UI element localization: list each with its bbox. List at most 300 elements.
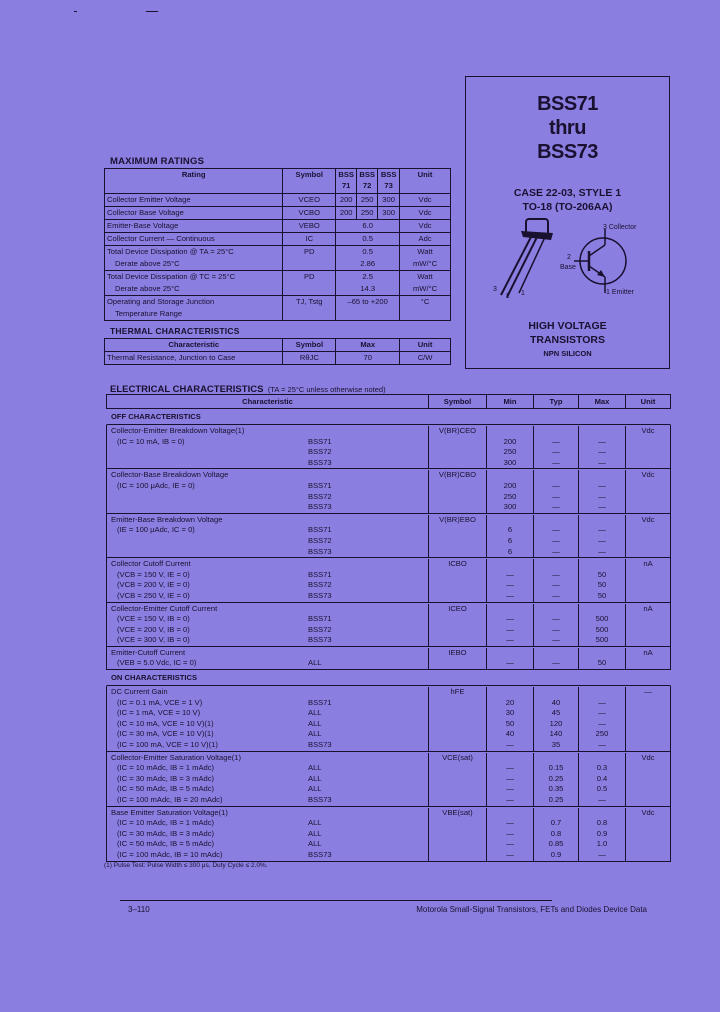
max [578,515,625,526]
device: BSS73 [308,502,332,512]
rating-sub: Derate above 25°C [115,284,180,293]
max: — [578,708,625,719]
collector-pin-label: 3 Collector [603,224,637,231]
section-header: OFF CHARACTERISTICS [106,409,671,425]
table-row [107,818,670,829]
table-row [107,774,670,785]
unit: mW/°C [412,259,438,268]
device: BSS71 [308,569,332,579]
min: — [486,795,533,806]
unit [625,784,670,795]
table-row [105,296,451,321]
typ: 40 [533,698,578,709]
table-row [107,458,670,469]
unit [625,729,670,740]
col-typ: Typ [533,395,578,408]
footer-source: Motorola Small-Signal Transistors, FETs and Diodes Device Data [416,905,647,914]
symbol [428,437,486,448]
table-row [107,481,670,492]
min: 200 [486,437,533,448]
device: BSS73 [308,457,332,467]
symbol [428,829,486,840]
value: 0.5 [336,233,400,246]
table-row [107,635,670,646]
characteristic-group [107,558,670,602]
min: — [486,635,533,646]
typ: — [533,580,578,591]
device: ALL [308,708,322,718]
unit [625,795,670,806]
unit: Vdc [625,470,670,481]
footer-divider [120,900,552,901]
table-row [107,536,670,547]
min: — [486,625,533,636]
col-characteristic: Characteristic [242,397,293,406]
col-max: Max [578,395,625,408]
unit [625,740,670,751]
condition: (IC = 50 mAdc, IB = 5 mAdc) [117,839,215,849]
typ: 35 [533,740,578,751]
unit: — [625,687,670,698]
value: 14.3 [360,284,376,293]
symbol [428,570,486,581]
value: 0.5 [362,247,373,256]
unit: nA [625,604,670,615]
col-characteristic: Characteristic [105,339,283,352]
max: — [578,795,625,806]
device: BSS72 [308,580,332,590]
condition [107,547,308,558]
symbol [428,536,486,547]
max: 50 [578,591,625,602]
max-ratings-table [104,168,451,321]
rating: Collector Current — Continuous [105,233,283,246]
device: ALL [308,763,322,773]
unit: Vdc [400,220,451,233]
symbol: PD [283,246,336,271]
min: — [486,784,533,795]
unit: °C [400,296,451,321]
symbol [428,625,486,636]
electrical-characteristics-table [106,394,671,862]
device: BSS71 [308,436,332,446]
unit [625,536,670,547]
device: ALL [308,729,322,739]
col-symbol: Symbol [283,169,336,194]
table-row [107,492,670,503]
condition: (IE = 100 μAdc, IC = 0) [117,525,195,535]
symbol: VEBO [283,220,336,233]
symbol [428,658,486,669]
typ [533,687,578,698]
condition: (IC = 30 mAdc, IB = 3 mAdc) [117,773,215,783]
condition: (VCE = 150 V, IB = 0) [117,614,190,624]
table-row [107,625,670,636]
condition [107,447,308,458]
col-symbol: Symbol [428,395,486,408]
symbol: VCEO [283,194,336,207]
condition: (VCB = 250 V, IE = 0) [117,590,190,600]
typ [533,808,578,819]
lead-2-label: 2 [506,293,510,300]
device: ALL [308,773,322,783]
device [308,470,428,481]
base-pin-number: 2 [567,254,571,261]
value: 250 [357,207,378,220]
description-line-3: NPN SILICON [543,349,592,358]
typ: — [533,635,578,646]
characteristic-name: Collector-Base Breakdown Voltage [111,470,229,480]
table-row [107,719,670,730]
col-bss72: BSS 72 [357,169,378,194]
col-bss71: BSS 71 [336,169,357,194]
symbol: IC [283,233,336,246]
table-row [107,502,670,513]
min: — [486,570,533,581]
table-row [105,352,451,365]
typ: — [533,570,578,581]
table-row [107,740,670,751]
typ [533,470,578,481]
base-pin-label: Base [560,264,576,271]
table-row [107,795,670,806]
characteristic-group [107,647,670,670]
device: BSS72 [308,447,332,457]
col-unit: Unit [400,339,451,352]
unit [625,447,670,458]
value: 2.5 [362,272,373,281]
lead-icon [501,237,531,295]
unit: Vdc [625,753,670,764]
table-row [107,808,670,819]
emitter-pin-label: 1 Emitter [606,289,635,296]
typ [533,515,578,526]
unit [625,570,670,581]
condition: (VCB = 150 V, IE = 0) [117,569,190,579]
col-unit: Unit [400,169,451,194]
device: ALL [308,828,322,838]
characteristic-group [107,603,670,647]
symbol [428,763,486,774]
table-row [105,220,451,233]
max: 0.3 [578,763,625,774]
symbol [428,502,486,513]
symbol [428,580,486,591]
table-row [107,470,670,481]
characteristic-name: Collector-Emitter Cutoff Current [111,603,218,613]
min [486,648,533,659]
characteristic-name: DC Current Gain [111,687,168,697]
lead-3-label: 3 [493,286,497,293]
unit [625,591,670,602]
case-label: CASE 22-03, STYLE 1 [513,187,622,199]
condition [107,536,308,547]
device [308,559,428,570]
rating: Emitter-Base Voltage [105,220,283,233]
min: 6 [486,536,533,547]
condition: (IC = 50 mAdc, IB = 5 mAdc) [117,784,215,794]
unit [625,850,670,861]
value: 200 [336,194,357,207]
symbol: V(BR)EBO [428,515,486,526]
device [308,515,428,526]
symbol: VBE(sat) [428,808,486,819]
rating: Collector Emitter Voltage [105,194,283,207]
unit [625,698,670,709]
max: — [578,547,625,558]
unit [625,635,670,646]
electrical-title: ELECTRICAL CHARACTERISTICS [110,384,264,395]
typ: 0.25 [533,795,578,806]
typ: 120 [533,719,578,730]
min: 250 [486,447,533,458]
unit: Vdc [625,808,670,819]
condition: (IC = 100 mAdc, IB = 20 mAdc) [117,795,223,804]
condition: (IC = 0.1 mA, VCE = 1 V) [117,697,203,707]
typ: 0.35 [533,784,578,795]
symbol [428,729,486,740]
device [308,808,428,819]
max: 0.4 [578,774,625,785]
typ: — [533,614,578,625]
characteristic-name: Emitter-Base Breakdown Voltage [111,514,223,524]
typ [533,426,578,437]
typ: 0.25 [533,774,578,785]
unit: mW/°C [412,284,438,293]
table-row [107,525,670,536]
unit [625,708,670,719]
symbol [428,719,486,730]
typ [533,604,578,615]
max: 500 [578,614,625,625]
symbol [428,708,486,719]
device [308,604,428,615]
symbol: RθJC [283,352,336,365]
characteristic-group [107,807,670,862]
max [578,648,625,659]
symbol [428,740,486,751]
max: — [578,525,625,536]
min: 300 [486,458,533,469]
unit [625,829,670,840]
symbol: ICEO [428,604,486,615]
table-row [107,604,670,615]
max: 0.9 [578,829,625,840]
col-unit: Unit [625,395,670,408]
condition: (VCE = 300 V, IB = 0) [117,635,190,645]
symbol: VCBO [283,207,336,220]
symbol [428,591,486,602]
min: 250 [486,492,533,503]
symbol [428,547,486,558]
table-row [107,829,670,840]
table-row [105,246,451,271]
unit: nA [625,648,670,659]
symbol [428,784,486,795]
device: BSS71 [308,480,332,490]
electrical-note: (TA = 25°C unless otherwise noted) [267,385,386,394]
symbol [428,635,486,646]
table-row [107,437,670,448]
min: — [486,580,533,591]
device [308,753,428,764]
unit: Adc [400,233,451,246]
symbol: hFE [428,687,486,698]
max: 500 [578,625,625,636]
min [486,808,533,819]
unit: Vdc [625,426,670,437]
lead-1-label: 1 [521,290,525,297]
typ: 0.85 [533,839,578,850]
max [578,604,625,615]
value: 300 [378,194,400,207]
table-row [107,580,670,591]
value: 6.0 [336,220,400,233]
condition: (IC = 30 mA, VCE = 10 V)(1) [117,729,214,739]
package-label: TO-18 (TO-206AA) [522,201,613,213]
min: — [486,774,533,785]
section-header: ON CHARACTERISTICS [106,670,671,686]
device: BSS73 [308,546,332,556]
unit: Watt [417,247,433,256]
device: BSS73 [308,740,332,750]
value: 250 [357,194,378,207]
condition: (IC = 10 mAdc, IB = 1 mAdc) [117,763,215,773]
symbol: VCE(sat) [428,753,486,764]
characteristic-name: Collector Cutoff Current [111,559,191,569]
rating: Collector Base Voltage [105,207,283,220]
condition: (IC = 1 mA, VCE = 10 V) [117,708,201,718]
condition: (VCB = 200 V, IE = 0) [117,580,190,590]
device: BSS72 [308,624,332,634]
table-row [107,547,670,558]
table-row [107,591,670,602]
device [308,687,428,698]
max: — [578,492,625,503]
table-row [107,850,670,861]
rating: Total Device Dissipation @ TC = 25°C [107,272,236,281]
max: 50 [578,658,625,669]
symbol: V(BR)CBO [428,470,486,481]
thermal-title: THERMAL CHARACTERISTICS [110,326,240,336]
unit: nA [625,559,670,570]
typ [533,559,578,570]
min [486,559,533,570]
condition: (IC = 10 mA, VCE = 10 V)(1) [117,718,214,728]
max: 0.5 [578,784,625,795]
symbol: V(BR)CEO [428,426,486,437]
typ: 0.8 [533,829,578,840]
unit [625,818,670,829]
max [578,808,625,819]
part-number-end: BSS73 [537,141,598,163]
unit [625,458,670,469]
value: 200 [336,207,357,220]
typ: 0.9 [533,850,578,861]
typ: 140 [533,729,578,740]
typ: 0.15 [533,763,578,774]
min: — [486,740,533,751]
unit [625,525,670,536]
min [486,687,533,698]
condition: (IC = 100 μAdc, IE = 0) [117,480,195,490]
unit: C/W [400,352,451,365]
min: — [486,614,533,625]
rating-sub: Temperature Range [115,309,183,318]
unit [625,492,670,503]
unit [625,839,670,850]
table-row [107,559,670,570]
typ: — [533,481,578,492]
characteristic-group [107,686,670,752]
max [578,687,625,698]
thru-label: thru [549,117,586,139]
max: — [578,437,625,448]
rating: Operating and Storage Junction [107,297,215,306]
condition: (IC = 30 mAdc, IB = 3 mAdc) [117,828,215,838]
max: 250 [578,729,625,740]
table-row [107,708,670,719]
max: 1.0 [578,839,625,850]
characteristic-name: Base Emitter Saturation Voltage(1) [111,807,228,817]
scan-mark [146,11,158,12]
max: — [578,719,625,730]
device [308,426,428,437]
device [308,648,428,659]
condition [107,502,308,513]
table-row [107,687,670,698]
max [578,426,625,437]
max: — [578,850,625,861]
unit: Vdc [625,515,670,526]
col-bss73: BSS 73 [378,169,400,194]
min: 6 [486,525,533,536]
max: — [578,458,625,469]
table-row [107,729,670,740]
characteristic-group [107,469,670,513]
min: 30 [486,708,533,719]
max: — [578,536,625,547]
unit [625,658,670,669]
unit: Vdc [400,194,451,207]
symbol [428,481,486,492]
condition: (IC = 100 mA, VCE = 10 V)(1) [117,740,218,750]
thermal-table [104,338,451,365]
table-row [107,570,670,581]
symbol [428,850,486,861]
device: BSS71 [308,525,332,535]
symbol [428,698,486,709]
typ: — [533,458,578,469]
characteristic-name: Collector-Emitter Breakdown Voltage(1) [111,426,245,435]
unit [625,614,670,625]
condition: (VEB = 5.0 Vdc, IC = 0) [117,658,197,668]
max: 50 [578,570,625,581]
device: BSS73 [308,635,332,645]
symbol [428,458,486,469]
typ: 45 [533,708,578,719]
table-row [107,763,670,774]
min: 20 [486,698,533,709]
min [486,515,533,526]
symbol: PD [283,271,336,296]
table-row [105,271,451,296]
max: — [578,481,625,492]
table-header [107,395,670,409]
unit [625,774,670,785]
device: BSS72 [308,535,332,545]
min [486,753,533,764]
